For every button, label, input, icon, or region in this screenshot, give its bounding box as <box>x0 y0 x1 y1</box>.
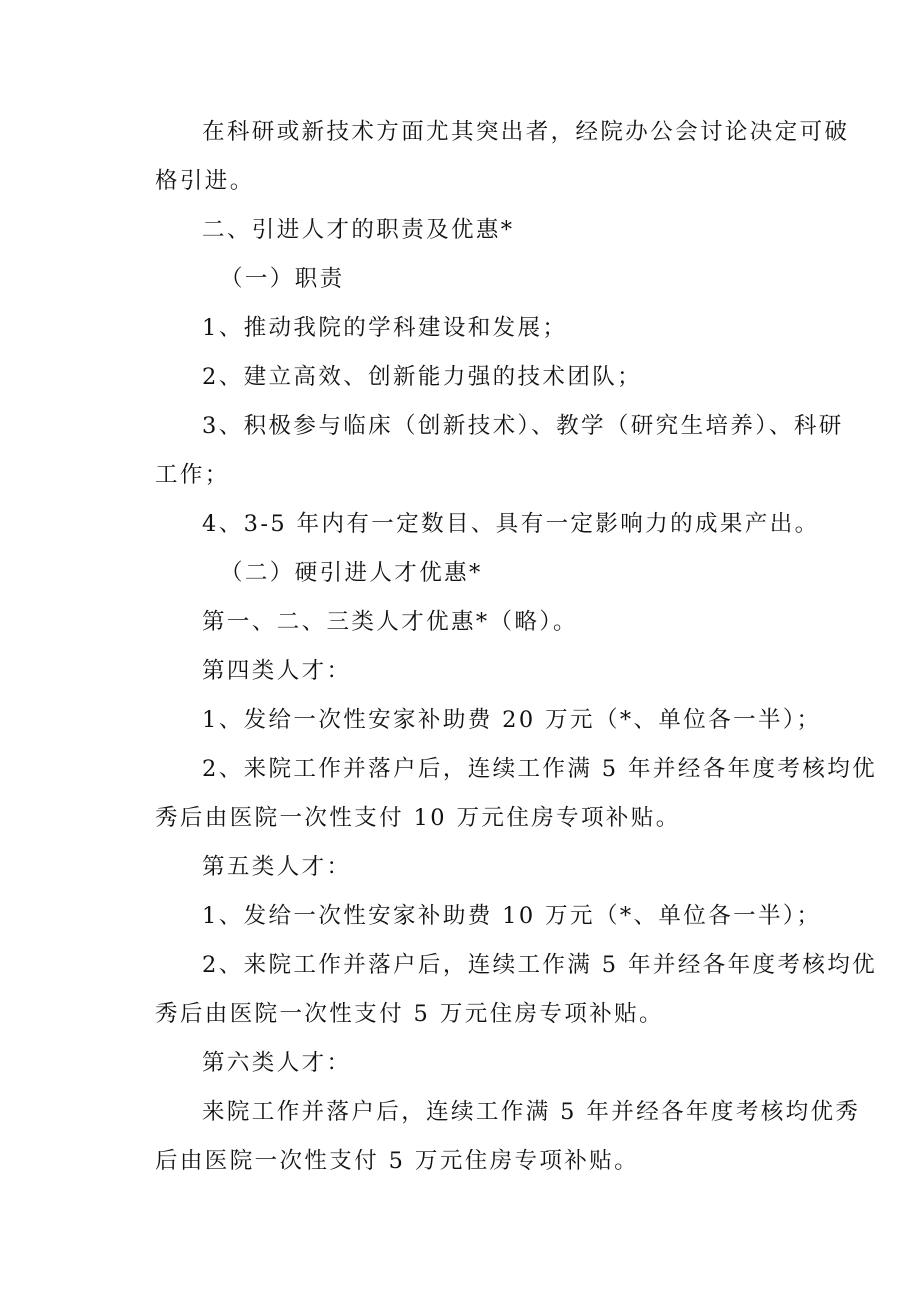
list-item: 3、积极参与临床（创新技术）、教学（研究生培养）、科研 <box>202 413 844 439</box>
list-item: 1、发给一次性安家补助费 20 万元（*、单位各一半）； <box>202 707 822 733</box>
paragraph-line: 后由医院一次性支付 5 万元住房专项补贴。 <box>155 1148 640 1174</box>
list-item: 2、来院工作并落户后，连续工作满 5 年并经各年度考核均优 <box>202 756 878 782</box>
category-heading: 第五类人才： <box>202 854 352 880</box>
paragraph-line: 格引进。 <box>155 168 255 194</box>
category-heading: 第六类人才： <box>202 1050 352 1076</box>
list-item: 4、3-5 年内有一定数目、具有一定影响力的成果产出。 <box>202 511 820 537</box>
section-heading: 二、引进人才的职责及优惠* <box>202 217 515 243</box>
list-item: 2、建立高效、创新能力强的技术团队； <box>202 364 643 390</box>
paragraph-line: 秀后由医院一次性支付 5 万元住房专项补贴。 <box>155 1001 664 1027</box>
subsection-heading: （一）职责 <box>220 266 345 292</box>
subsection-heading: （二）硬引进人才优惠* <box>220 560 483 586</box>
list-item: 2、来院工作并落户后，连续工作满 5 年并经各年度考核均优 <box>202 952 878 978</box>
paragraph-line: 第一、二、三类人才优惠*（略）。 <box>202 609 578 635</box>
list-item: 1、发给一次性安家补助费 10 万元（*、单位各一半）； <box>202 903 822 929</box>
list-item: 1、推动我院的学科建设和发展； <box>202 315 568 341</box>
paragraph-line: 在科研或新技术方面尤其突出者，经院办公会讨论决定可破 <box>202 119 850 145</box>
paragraph-line: 秀后由医院一次性支付 10 万元住房专项补贴。 <box>155 805 681 831</box>
paragraph-line: 来院工作并落户后，连续工作满 5 年并经各年度考核均优秀 <box>202 1099 861 1125</box>
category-heading: 第四类人才： <box>202 658 352 684</box>
paragraph-line: 工作； <box>155 462 230 488</box>
